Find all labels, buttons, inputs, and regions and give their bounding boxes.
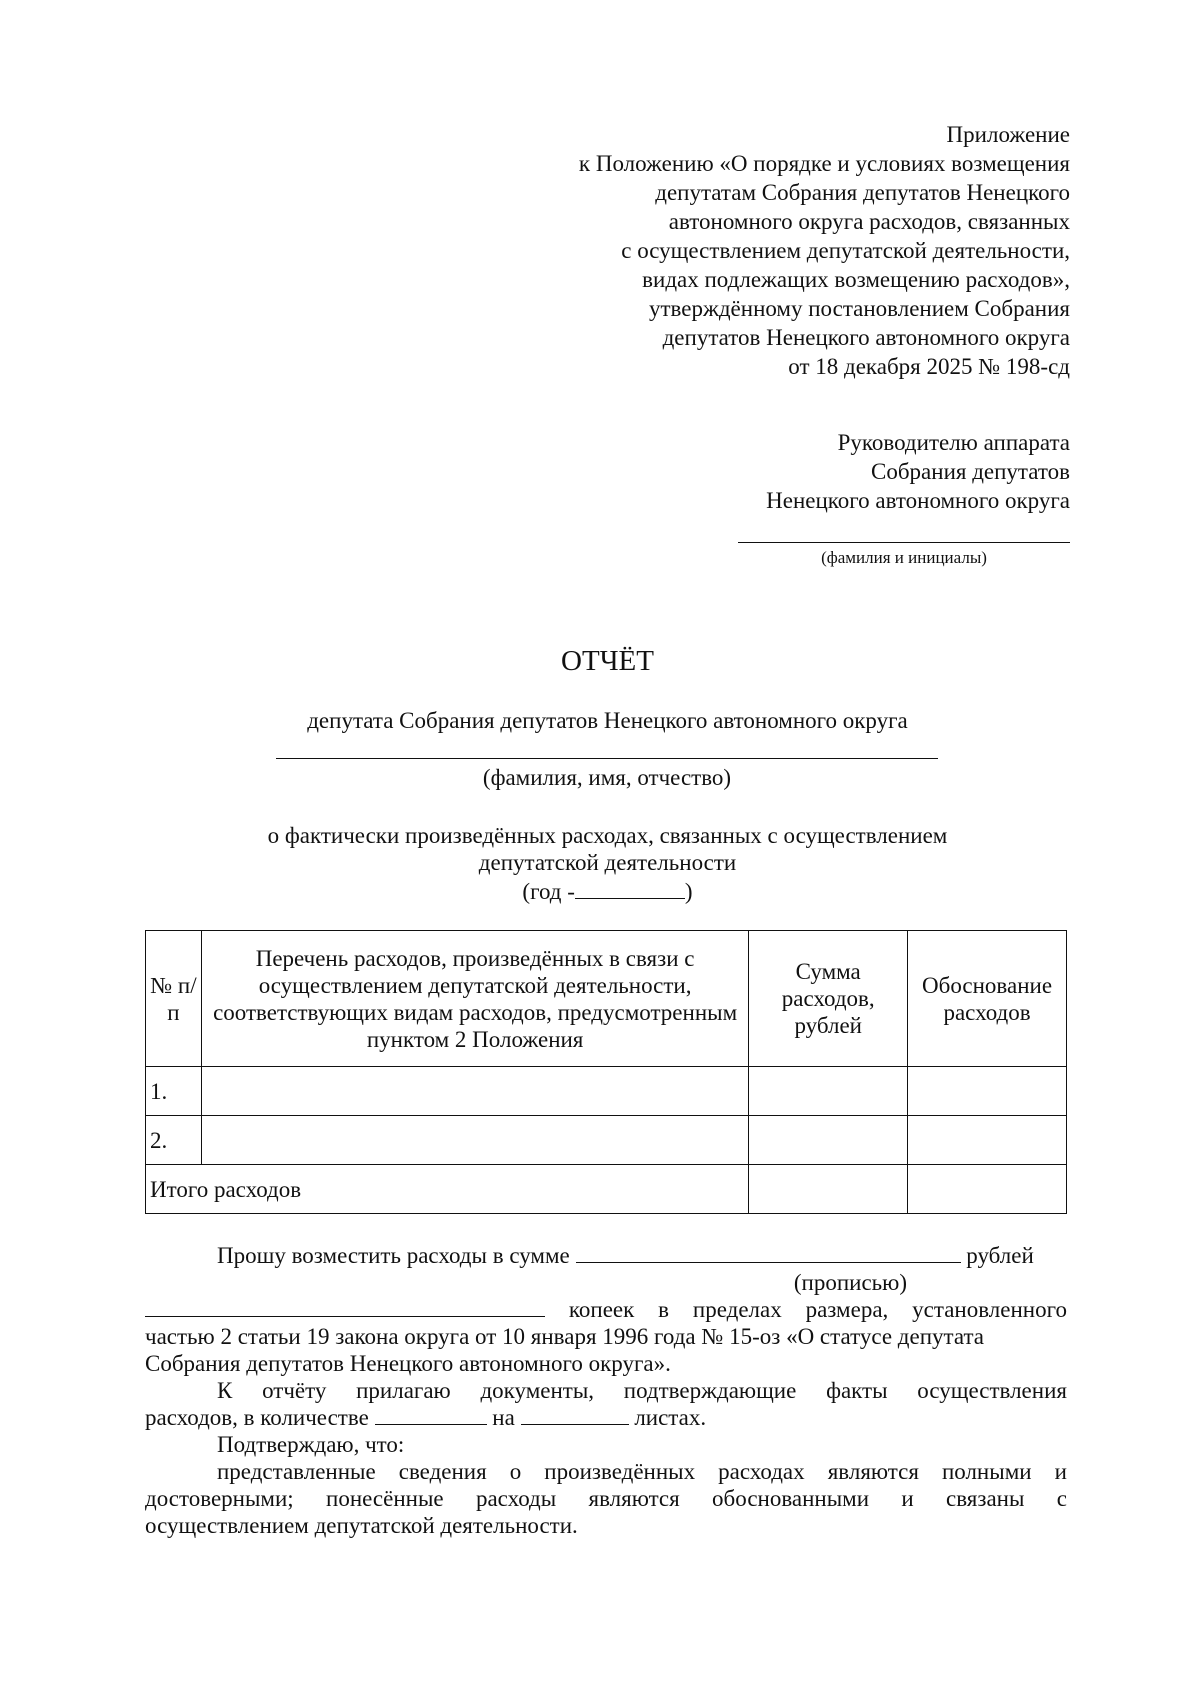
total-sum-cell xyxy=(749,1165,908,1214)
table-header-row xyxy=(146,931,1067,1067)
table-row xyxy=(146,1067,1067,1116)
appendix-line: с осуществлением депутатской деятельности, xyxy=(621,238,1070,263)
word: пределах xyxy=(692,1297,782,1322)
word: полными xyxy=(941,1459,1032,1484)
law-line-2: Собрания депутатов Ненецкого автономного округа». xyxy=(145,1351,671,1376)
word: отчёту xyxy=(262,1378,327,1403)
attach-count-line xyxy=(145,1404,1067,1431)
report-subject xyxy=(0,822,1200,876)
addressee-line: Руководителю аппарата xyxy=(837,430,1070,455)
year-prefix: (год - xyxy=(522,879,575,904)
word: и xyxy=(1054,1459,1067,1484)
word: о xyxy=(509,1459,522,1484)
expenses-table xyxy=(145,930,1067,1214)
table-row xyxy=(146,1116,1067,1165)
word: К xyxy=(217,1378,233,1403)
word: и xyxy=(901,1486,914,1511)
word: понесённые xyxy=(326,1486,444,1511)
law-line: частью 2 статьи 19 закона округа от 10 января 1996 года № 15-оз «О статусе депутата xyxy=(145,1324,984,1349)
appendix-line: к Положению «О порядке и условиях возмещения xyxy=(578,151,1070,176)
header-number: № п/п xyxy=(146,931,202,1067)
addressee-block xyxy=(470,428,1070,515)
word: с xyxy=(1056,1486,1067,1511)
year-suffix: ) xyxy=(684,879,693,904)
report-title: ОТЧЁТ xyxy=(561,645,654,677)
documents-count-blank xyxy=(375,1404,487,1425)
appendix-line: депутатам Собрания депутатов Ненецкого xyxy=(655,180,1070,205)
word: документы, xyxy=(480,1378,595,1403)
attach-suffix: листах. xyxy=(634,1405,707,1430)
total-label: Итого расходов xyxy=(146,1165,749,1214)
appendix-block xyxy=(470,120,1070,381)
word: осуществления xyxy=(917,1378,1067,1403)
word: являются xyxy=(827,1459,919,1484)
total-justification-cell xyxy=(908,1165,1067,1214)
statement-line xyxy=(145,1458,1067,1485)
appendix-line: Приложение xyxy=(946,122,1070,147)
addressee-line: Ненецкого автономного округа xyxy=(766,488,1070,513)
appendix-line: от 18 декабря 2025 № 198-сд xyxy=(788,354,1070,379)
word: подтверждающие xyxy=(623,1378,797,1403)
year-blank xyxy=(575,878,685,899)
word: достоверными; xyxy=(145,1486,294,1511)
word: установленного xyxy=(912,1297,1067,1322)
header-sum: Сумма расходов, рублей xyxy=(749,931,908,1067)
statement-line-2 xyxy=(145,1485,1067,1512)
appendix-line: утверждённому постановлением Собрания xyxy=(648,296,1070,321)
expense-cell xyxy=(201,1067,748,1116)
word: представленные xyxy=(217,1459,376,1484)
header-expense-list: Перечень расходов, произведённых в связи с осуществлением депутатской деятельности, соответствующих видам расходов, предусмотренным пунктом 2 Положения xyxy=(201,931,748,1067)
word: произведённых xyxy=(544,1459,696,1484)
sum-cell xyxy=(749,1067,908,1116)
expense-cell xyxy=(201,1116,748,1165)
amount-words-blank xyxy=(145,1296,545,1317)
word: копеек xyxy=(568,1297,635,1322)
word: в xyxy=(658,1297,670,1322)
justification-cell xyxy=(908,1116,1067,1165)
amount-blank xyxy=(576,1242,961,1263)
confirm-line: Подтверждаю, что: xyxy=(217,1432,405,1457)
fio-caption: (фамилия, имя, отчество) xyxy=(482,765,732,790)
year-line xyxy=(0,878,1200,905)
word: обоснованными xyxy=(712,1486,870,1511)
attach-prefix: расходов, в количестве xyxy=(145,1405,369,1430)
signature-caption: (фамилия и инициалы) xyxy=(821,548,987,567)
request-suffix: рублей xyxy=(966,1243,1034,1268)
word: размера, xyxy=(805,1297,889,1322)
row-number: 2. xyxy=(146,1116,202,1165)
appendix-line: автономного округа расходов, связанных xyxy=(668,209,1070,234)
appendix-line: видах подлежащих возмещению расходов», xyxy=(642,267,1070,292)
word: сведения xyxy=(398,1459,487,1484)
fio-blank-line xyxy=(276,758,938,759)
row-number: 1. xyxy=(146,1067,202,1116)
word: расходы xyxy=(475,1486,557,1511)
sheets-count-blank xyxy=(521,1404,629,1425)
word: факты xyxy=(826,1378,888,1403)
statement-line-3: осуществлением депутатской деятельности. xyxy=(145,1513,578,1538)
attach-mid: на xyxy=(492,1405,515,1430)
table-total-row xyxy=(146,1165,1067,1214)
report-subject-line: депутатской деятельности xyxy=(478,850,737,875)
in-words-caption: (прописью) xyxy=(793,1270,907,1295)
justification-cell xyxy=(908,1067,1067,1116)
word: связаны xyxy=(946,1486,1025,1511)
request-line xyxy=(145,1242,1067,1269)
deputy-line: депутата Собрания депутатов Ненецкого автономного округа xyxy=(307,708,908,733)
word: прилагаю xyxy=(356,1378,451,1403)
kopecks-line xyxy=(145,1296,1067,1323)
report-subject-line: о фактически произведённых расходах, связанных с осуществлением xyxy=(267,823,948,848)
signature-blank-line xyxy=(738,542,1070,543)
addressee-line: Собрания депутатов xyxy=(871,459,1070,484)
header-justification: Обоснование расходов xyxy=(908,931,1067,1067)
sum-cell xyxy=(749,1116,908,1165)
attach-line xyxy=(145,1377,1067,1404)
body-text xyxy=(145,1242,1067,1539)
request-prefix: Прошу возместить расходы в сумме xyxy=(217,1243,570,1268)
word: являются xyxy=(588,1486,680,1511)
appendix-line: депутатов Ненецкого автономного округа xyxy=(662,325,1070,350)
word: расходах xyxy=(718,1459,805,1484)
